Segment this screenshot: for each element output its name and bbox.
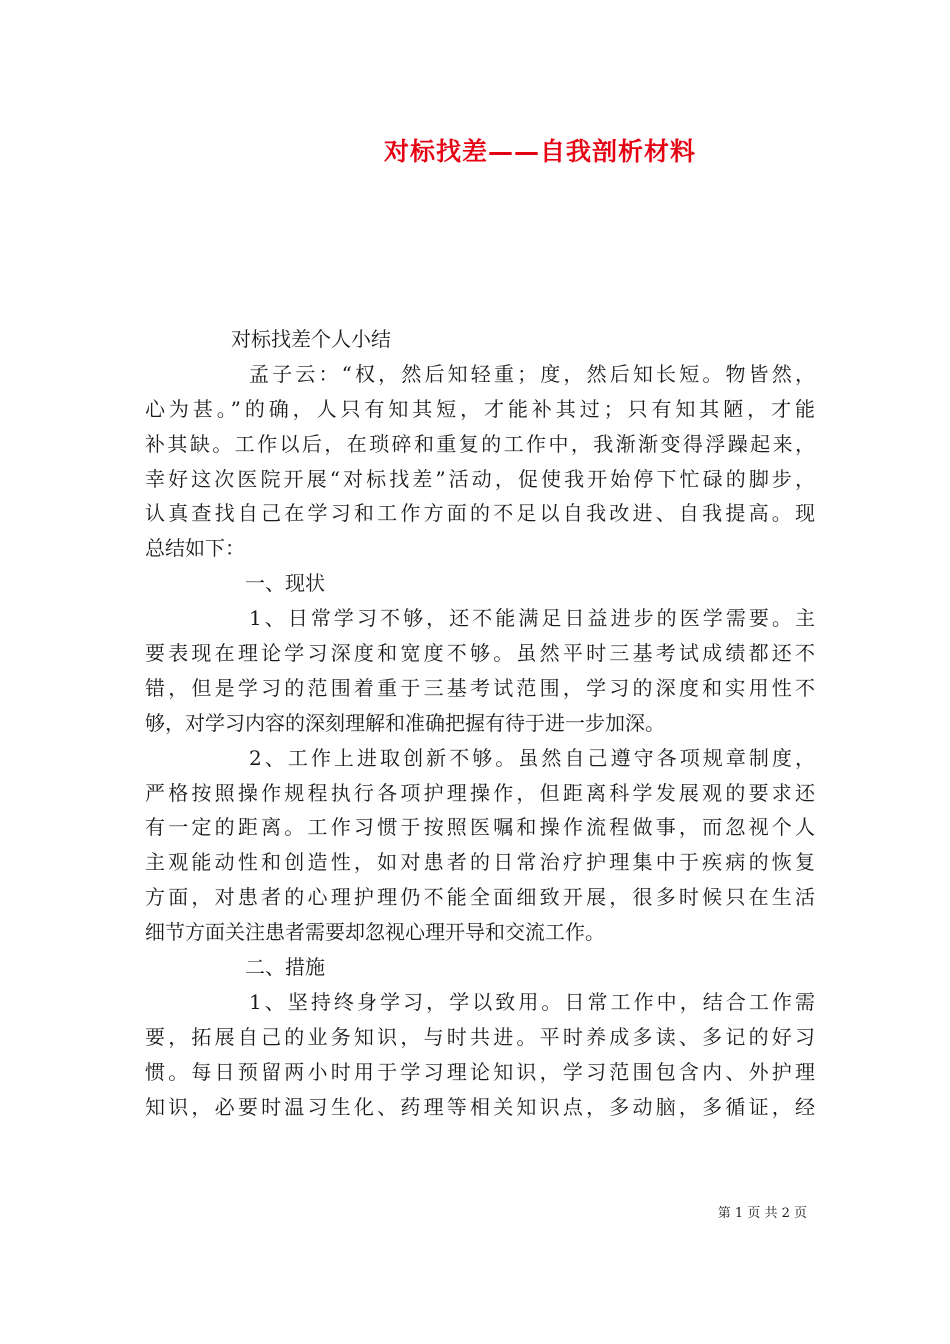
text-line: 方面，对患者的心理护理仍不能全面细致开展，很多时候只在生活 [145,885,815,910]
text-line: 补其缺。工作以后，在琐碎和重复的工作中，我渐渐变得浮躁起来， [145,431,815,456]
document-body [145,322,815,1124]
text-line: 细节方面关注患者需要却忽视心理开导和交流工作。 [145,920,605,945]
text-line: 要，拓展自己的业务知识，与时共进。平时养成多读、多记的好习 [145,1024,815,1049]
text-line: 要表现在理论学习深度和宽度不够。虽然平时三基考试成绩都还不 [145,641,815,666]
text-line: 二、措施 [245,955,325,980]
text-line: 有一定的距离。工作习惯于按照医嘱和操作流程做事，而忽视个人 [145,815,815,840]
text-line: 够，对学习内容的深刻理解和准确把握有待于进一步加深。 [145,710,665,735]
text-line: 一、现状 [245,571,325,596]
text-line: 孟子云：“权，然后知轻重；度，然后知长短。物皆然， [249,361,815,386]
text-line: 幸好这次医院开展“对标找差”活动，促使我开始停下忙碌的脚步， [145,466,815,491]
text-line: 严格按照操作规程执行各项护理操作，但距离科学发展观的要求还 [145,780,815,805]
text-line: 错，但是学习的范围着重于三基考试范围，学习的深度和实用性不 [145,675,815,700]
text-line: 1、坚持终身学习，学以致用。日常工作中，结合工作需 [249,989,815,1014]
text-line: 知识，必要时温习生化、药理等相关知识点，多动脑，多循证，经 [145,1094,815,1119]
text-line: 2、工作上进取创新不够。虽然自己遵守各项规章制度， [249,745,815,770]
text-line: 心为甚。”的确，人只有知其短，才能补其过；只有知其陋，才能 [145,396,815,421]
page-footer: 第 1 页 共 2 页 [717,1206,807,1221]
text-line: 认真查找自己在学习和工作方面的不足以自我改进、自我提高。现 [145,501,815,526]
text-line: 对标找差个人小结 [231,327,391,351]
text-line: 1、日常学习不够，还不能满足日益进步的医学需要。主 [249,606,815,631]
page-title: 对标找差——自我剖析材料 [383,137,696,166]
text-line: 主观能动性和创造性，如对患者的日常治疗护理集中于疾病的恢复 [145,850,815,875]
text-line: 总结如下： [145,536,245,561]
text-line: 惯。每日预留两小时用于学习理论知识，学习范围包含内、外护理 [145,1059,815,1084]
